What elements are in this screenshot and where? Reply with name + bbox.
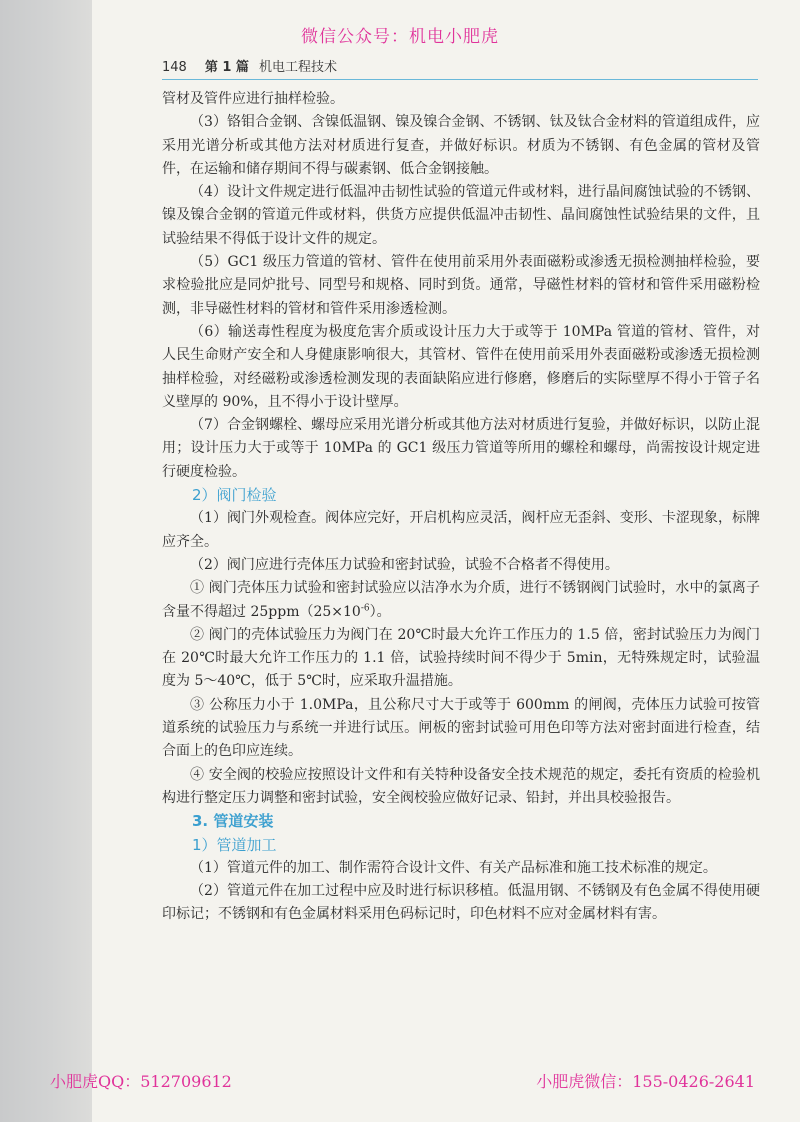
circled-1-text: ① 阀门壳体压力试验和密封试验应以洁净水为介质，进行不锈钢阀门试验时，水中的氯离子含量不得超过 25ppm（25×10 (162, 580, 760, 620)
page-body (162, 88, 760, 927)
running-header (162, 56, 337, 75)
paragraph-install-2: （2）管道元件在加工过程中应及时进行标识移植。低温用钢、不锈钢及有色金属不得使用硬印标记；不锈钢和有色金属材料采用色码标记时，印色材料不应对金属材料有害。 (162, 883, 760, 923)
heading-pipe-processing: 1）管道加工 (192, 835, 277, 854)
paragraph-item-3: （3）铬钼合金钢、含镍低温钢、镍及镍合金钢、不锈钢、钛及钛合金材料的管道组成件，应采用光谱分析或其他方法对材质进行复查，并做好标识。材质为不锈钢、有色金属的管材及管件，在运输和储存期间不得与碳素钢、低合金钢接触。 (162, 114, 760, 177)
footer-qq-watermark: 小肥虎QQ：512709612 (50, 1072, 232, 1091)
wechat-watermark: 微信公众号：机电小肥虎 (301, 27, 499, 47)
paragraph-circled-1 (162, 577, 760, 624)
paragraph-valve-2: （2）阀门应进行壳体压力试验和密封试验，试验不合格者不得使用。 (190, 556, 619, 573)
heading-valve-inspection: 2）阀门检验 (192, 486, 277, 505)
paragraph-item-6: （6）输送毒性程度为极度危害介质或设计压力大于或等于 10MPa 管道的管材、管件，对人民生命财产安全和人身健康影响很大，其管材、管件在使用前采用外表面磁粉或渗透无损检测抽样检验，对经磁粉或渗透检测发现的表面缺陷应进行修磨，修磨后的实际壁厚不得小于管子名义壁厚的 90%，且不得小于设计壁厚。 (162, 323, 760, 410)
paragraph-circled-3: ③ 公称压力小于 1.0MPa，且公称尺寸大于或等于 600mm 的闸阀，壳体压力试验可按管道系统的试验压力与系统一并进行试压。闸板的密封试验可用色印等方法对密封面进行检查，结合面上的色印应连续。 (162, 696, 760, 760)
paragraph-item-7: （7）合金钢螺栓、螺母应采用光谱分析或其他方法对材质进行复验，并做好标识，以防止混用；设计压力大于或等于 10MPa 的 GC1 级压力管道等所用的螺栓和螺母，尚需按设计规定进行硬度检验。 (162, 417, 760, 480)
exponent: -6 (360, 602, 370, 613)
paragraph-item-5: （5）GC1 级压力管道的管材、管件在使用前采用外表面磁粉或渗透无损检测抽样检验，要求检验批应是同炉批号、同型号和规格、同时到货。通常，导磁性材料的管材和管件采用磁粉检测，非导磁性材料的管材和管件采用渗透检测。 (162, 254, 760, 317)
heading-pipe-installation: 3. 管道安装 (192, 812, 274, 831)
page-number: 148 (162, 60, 187, 75)
left-margin-band (0, 0, 92, 1122)
part-label: 第 1 篇 (204, 60, 249, 75)
paragraph-circled-2: ② 阀门的壳体试验压力为阀门在 20℃时最大允许工作压力的 1.5 倍，密封试验压力为阀门在 20℃时最大允许工作压力的 1.1 倍，试验持续时间不得少于 5min，无特殊规定时，试验温度为 5～40℃，低于 5℃时，应采取升温措施。 (162, 626, 760, 690)
paragraph-continued: 管材及管件应进行抽样检验。 (162, 91, 344, 107)
footer-wechat-watermark: 小肥虎微信：155-0426-2641 (536, 1072, 755, 1091)
circled-1-end: ）。 (369, 603, 391, 620)
header-rule (162, 79, 758, 80)
paragraph-install-1: （1）管道元件的加工、制作需符合设计文件、有关产品标准和施工技术标准的规定。 (190, 859, 717, 876)
paragraph-item-4: （4）设计文件规定进行低温冲击韧性试验的管道元件或材料，进行晶间腐蚀试验的不锈钢、镍及镍合金钢的管道元件或材料，供货方应提供低温冲击韧性、晶间腐蚀性试验结果的文件，且试验结果不得低于设计文件的规定。 (162, 184, 760, 247)
paragraph-valve-1: （1）阀门外观检查。阀体应完好，开启机构应灵活，阀杆应无歪斜、变形、卡涩现象，标牌应齐全。 (162, 510, 760, 550)
book-title: 机电工程技术 (258, 60, 337, 75)
paragraph-circled-4: ④ 安全阀的校验应按照设计文件和有关特种设备安全技术规范的规定，委托有资质的检验机构进行整定压力调整和密封试验，安全阀校验应做好记录、铅封，并出具校验报告。 (162, 766, 760, 806)
